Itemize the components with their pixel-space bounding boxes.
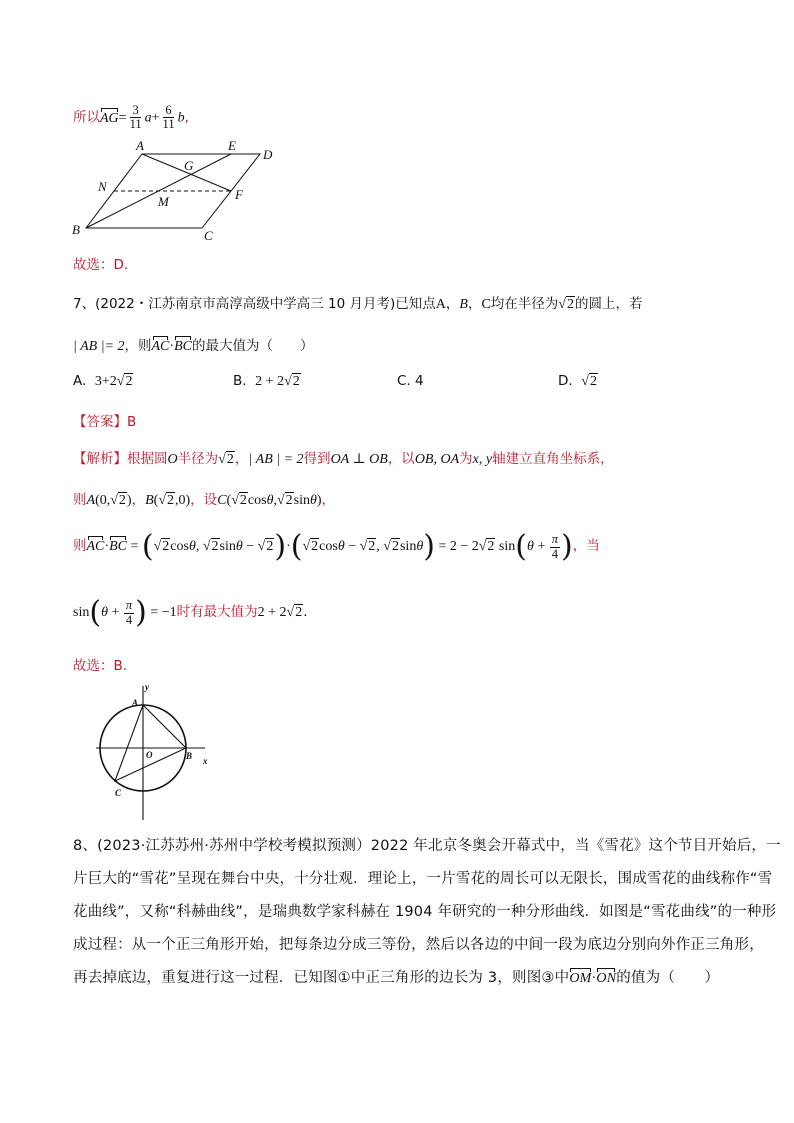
coord-b-rad: 2 (167, 493, 175, 508)
label-c: C (204, 228, 213, 243)
option-c-value: 4 (415, 373, 424, 389)
point-a: A (435, 297, 446, 312)
q8-line5-text-b: 的值为（ ） (616, 970, 720, 986)
analysis-tag: 【解析】 (73, 451, 127, 467)
option-b-label: B. (233, 373, 247, 389)
sep2: ， (467, 296, 482, 312)
line3-rad7: 2 (487, 539, 495, 555)
point-b: B (459, 297, 468, 312)
q7-stem-text2: 均在半径为 (490, 296, 559, 312)
final-answer: 故选：B. (73, 658, 128, 674)
line3-rad6: 2 (391, 539, 399, 555)
option-b-value: 2 + 2 (255, 374, 285, 389)
q8-line1: 8、(2023·江苏苏州·苏州中学校考模拟预测）2022 年北京冬奥会开幕式中，当《雪花》这个节目开始后，一 (73, 838, 781, 854)
fig2-label-y: y (145, 682, 149, 692)
coord-c-rad2: 2 (285, 493, 293, 508)
sqrt-radius-value: 2 (566, 297, 574, 312)
fig2-label-a: A (132, 698, 139, 708)
q7-stem-text1: 7、(2022・江苏南京市高淳高级中学高三 10 月月考)已知点 (73, 296, 436, 312)
analysis-text3: ， (234, 451, 249, 467)
line3-text-a: 则 (73, 538, 87, 555)
option-a[interactable] (73, 373, 133, 390)
option-a-label: A. (73, 373, 87, 389)
line4-text-mid: 时有最大值为 (176, 604, 258, 621)
top-formula-prefix: 所以 (73, 109, 100, 126)
q7-stem-line1 (73, 292, 642, 313)
sep1: ， (445, 296, 460, 312)
q8-line5-text-a: 再去掉底边，重复进行这一过程．已知图①中正三角形的边长为 3，则图③中 (73, 970, 570, 986)
q7-stem-text5: 的最大值为（ ） (191, 338, 314, 354)
perpendicular-relation: OA ⊥ OB (330, 452, 388, 467)
line2-text-a: 则 (73, 492, 87, 508)
analysis-text6: 为 (459, 451, 473, 467)
analysis-text4: 得到 (303, 451, 331, 467)
coord-a-label: A (86, 493, 96, 508)
circle-triangle-figure (92, 678, 222, 823)
analysis-line4: sin(θ + $\frac{\pi}{4}$ ) = −1时有最大值为2 + 2√2. (73, 595, 308, 630)
label-g: G (184, 158, 194, 173)
fraction-3-11 (128, 104, 144, 131)
vector-bc: BC (174, 339, 192, 354)
option-a-value: 3+2 (94, 374, 117, 389)
point-c: C (481, 297, 491, 312)
analysis-text2: 半径为 (177, 451, 219, 467)
line4-rad: 2 (295, 605, 303, 621)
vector-b: b (177, 110, 185, 126)
option-b-sqrt: √2 (284, 374, 300, 389)
line3-text-end: ，当 (572, 538, 600, 555)
analysis-line1 (73, 447, 614, 468)
answer-label: 【答案】B (73, 414, 137, 430)
q8-line4: 成过程：从一个正三角形开始，把每条边分成三等份，然后以各边的中间一段为底边分别向外作正三角形， (73, 937, 764, 953)
vector-ag: AG (100, 110, 119, 126)
fig2-label-o: O (146, 750, 153, 760)
q8-dot: · (591, 971, 597, 986)
option-c[interactable] (397, 373, 424, 389)
analysis-text5: ，以 (387, 451, 415, 467)
coord-a-rad: 2 (118, 493, 126, 508)
q7-stem-text3: 的圆上，若 (574, 296, 643, 312)
dot-operator: · (169, 339, 175, 354)
vector-a: a (144, 110, 152, 126)
axes-ob-oa: OB, OA (414, 452, 460, 467)
line3-rad5: 2 (368, 539, 376, 555)
label-e: E (228, 138, 236, 153)
label-a: A (136, 138, 144, 153)
q7-stem-line2 (73, 334, 313, 355)
fig2-label-b: B (186, 751, 193, 761)
line4-text-end: . (303, 604, 308, 621)
triangle-abc (115, 705, 186, 781)
analysis-line2: 则A(0,√2)，B(√2,0)，设C(√2cosθ,√2sinθ)， (73, 492, 336, 508)
line3-rad1: 2 (162, 539, 170, 555)
option-c-label: C. (397, 373, 411, 389)
line2-text-d: ， (321, 492, 336, 508)
label-n: N (98, 179, 107, 194)
parallelogram-figure (60, 136, 290, 246)
option-d-sqrt: √2 (581, 374, 597, 389)
label-d: D (263, 147, 273, 162)
previous-answer: 故选：D． (73, 257, 138, 273)
line4-sqrt: √2 (286, 605, 303, 621)
fraction-6-11 (161, 104, 177, 131)
q8-line3: 花曲线”，又称“科赫曲线”，是瑞典数学家科赫在 1904 年研究的一种分形曲线．如图是“雪花曲线”的一种形 (73, 904, 777, 920)
coord-c-label: C (217, 493, 227, 508)
vector-on: ON (596, 971, 617, 986)
label-m: M (158, 194, 169, 209)
option-d[interactable] (558, 373, 598, 390)
plus-sign: + (151, 110, 160, 126)
equals-sign: = (118, 110, 127, 126)
line3-rad2: 2 (211, 539, 219, 555)
analysis-ab-eq: | AB | = 2 (248, 452, 304, 467)
sqrt-radius: √2 (558, 297, 574, 312)
label-b: B (72, 222, 80, 237)
analysis-sqrt2-rad: 2 (226, 452, 234, 467)
analysis-sqrt2: √2 (218, 452, 234, 467)
option-d-rad: 2 (589, 374, 597, 389)
option-a-rad: 2 (125, 374, 133, 389)
analysis-text7: 轴建立直角坐标系， (492, 451, 614, 467)
fig2-label-c: C (115, 788, 122, 798)
analysis-line3: 则AC·BC = (√2cosθ, √2sinθ − √2)·(√2cosθ − √2, √2sinθ) = 2 − 2√2 sin(θ + $\frac{\pi}{4}$ )，当 (73, 529, 600, 564)
condition-ab: | AB |= 2 (73, 339, 125, 354)
option-a-sqrt: √2 (116, 374, 133, 389)
vector-om: OM (569, 971, 592, 986)
option-d-label: D. (558, 373, 573, 389)
fig2-label-x: x (203, 756, 208, 766)
line2-text-b: ， (131, 492, 146, 508)
q8-line2: 片巨大的“雪花”呈现在舞台中央，十分壮观．理论上，一片雪花的周长可以无限长，围成雪花的曲线称作“雪 (73, 871, 773, 887)
frac1-num: 3 (132, 103, 139, 117)
analysis-text1: 根据圆 (127, 451, 168, 467)
q8-line5 (73, 966, 719, 987)
formula-tail: , (184, 109, 189, 126)
coord-c-rad1: 2 (239, 493, 247, 508)
axes-xy: x, y (472, 452, 493, 467)
q7-stem-text4: ，则 (124, 338, 152, 354)
frac1-den: 11 (129, 117, 142, 132)
line3-vector-bc: BC (109, 539, 127, 555)
line2-text-c: ，设 (190, 492, 218, 508)
vector-ac: AC (151, 339, 170, 354)
frac2-num: 6 (165, 103, 172, 117)
label-f: F (235, 187, 243, 202)
top-formula (73, 104, 189, 131)
circle-o: O (167, 452, 178, 467)
line3-vector-ac: AC (86, 539, 105, 555)
coord-b-label: B (145, 493, 154, 508)
frac2-den: 11 (162, 117, 175, 132)
line3-rad3: 2 (266, 539, 274, 555)
line3-rad4: 2 (311, 539, 319, 555)
option-b[interactable] (233, 373, 301, 390)
option-b-rad: 2 (292, 374, 300, 389)
line4-max-value: 2 + 2 (257, 605, 287, 621)
